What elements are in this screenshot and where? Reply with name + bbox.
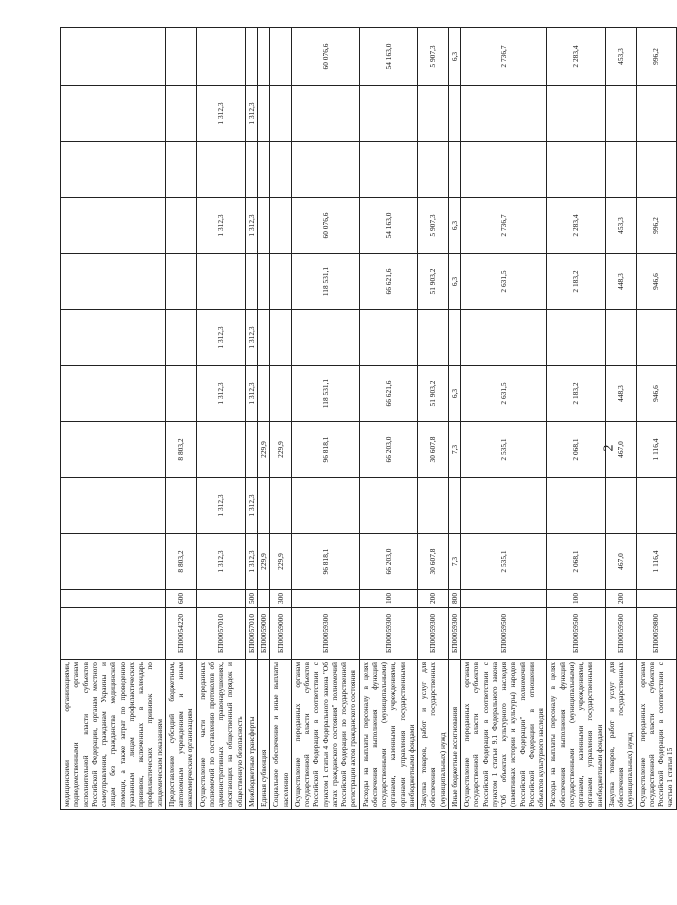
amount-cell (291, 86, 359, 142)
amount-cell (61, 366, 166, 422)
amount-cell (418, 86, 449, 142)
amount-cell (196, 142, 245, 198)
expense-type-cell (61, 590, 166, 608)
amount-cell: 1 312,3 (196, 478, 245, 534)
amount-cell (461, 310, 547, 366)
amount-cell (547, 310, 606, 366)
expense-type-cell (291, 590, 359, 608)
amount-cell (258, 28, 270, 86)
amount-cell: 229,9 (258, 534, 270, 590)
amount-cell (605, 310, 636, 366)
amount-cell (636, 86, 676, 142)
row-name-cell: Расходы на выплаты персоналу в целях обеспечения выполнения функций государственными (муниципальными) органами, казенными учреждениями, органами управления государственными внебюджетными фондами (359, 660, 418, 810)
amount-cell (605, 142, 636, 198)
expense-type-cell: 200 (418, 590, 449, 608)
amount-cell: 5 907,3 (418, 198, 449, 254)
expense-type-cell (258, 590, 270, 608)
expense-type-cell: 600 (165, 590, 196, 608)
amount-cell (448, 86, 460, 142)
amount-cell: 2 183,2 (547, 366, 606, 422)
amount-cell (258, 86, 270, 142)
amount-cell: 6,3 (448, 198, 460, 254)
amount-cell (245, 254, 257, 310)
table-row (196, 28, 245, 810)
expense-type-cell: 100 (547, 590, 606, 608)
target-code-cell: БП00059300 (448, 608, 460, 660)
amount-cell (636, 142, 676, 198)
table-row (245, 28, 257, 810)
amount-cell (165, 86, 196, 142)
expense-type-cell (196, 590, 245, 608)
amount-cell (165, 366, 196, 422)
row-name-cell: Иные бюджетные ассигнования (448, 660, 460, 810)
amount-cell (270, 254, 292, 310)
amount-cell (61, 478, 166, 534)
amount-cell (418, 142, 449, 198)
amount-cell: 8 803,2 (165, 422, 196, 478)
expense-type-cell (636, 590, 676, 608)
target-code-cell: БП00059000 (258, 608, 270, 660)
amount-cell: 2 068,1 (547, 422, 606, 478)
amount-cell (258, 310, 270, 366)
amount-cell: 7,3 (448, 422, 460, 478)
table-body (61, 28, 677, 810)
amount-cell: 60 076,6 (291, 198, 359, 254)
amount-cell (547, 142, 606, 198)
amount-cell (547, 86, 606, 142)
amount-cell (270, 142, 292, 198)
amount-cell: 1 312,3 (245, 310, 257, 366)
row-name-cell: Социальное обеспечение и иные выплаты населению (270, 660, 292, 810)
amount-cell (61, 310, 166, 366)
target-code-cell: БП00059500 (547, 608, 606, 660)
row-name-cell: Осуществление переданных органам государственной власти субъектов Российской Федерации в соответствии с пунктом 1 статьи 9.1 Федерального закона "Об объектах культурного наследия (памятниках истории и культуры) народов Российской Федерации" полномочий Российской Федерации в отношении объектов культурного наследия (461, 660, 547, 810)
row-name-cell: Межбюджетные трансферты (245, 660, 257, 810)
row-name-cell: Закупка товаров, работ и услуг для обеспечения государственных (муниципальных) нужд (605, 660, 636, 810)
target-code-cell: БП00059800 (636, 608, 676, 660)
row-name-cell: Осуществление части переданных полномочий по составлению протоколов об административных правонарушениях, посягающих на общественный порядок и общественную безопасность (196, 660, 245, 810)
amount-cell (165, 142, 196, 198)
expense-type-cell: 300 (270, 590, 292, 608)
amount-cell: 2 631,5 (461, 366, 547, 422)
amount-cell (359, 86, 418, 142)
table-row (291, 28, 359, 810)
amount-cell (270, 366, 292, 422)
amount-cell: 96 818,1 (291, 534, 359, 590)
amount-cell: 467,0 (605, 422, 636, 478)
amount-cell: 1 116,4 (636, 534, 676, 590)
amount-cell: 2 283,4 (547, 28, 606, 86)
target-code-cell (61, 608, 166, 660)
row-name-cell: Осуществление переданных органам государственной власти субъектов Российской Федерации в соответствии с частью 1 статьи 15 (636, 660, 676, 810)
amount-cell (291, 478, 359, 534)
amount-cell: 8 803,2 (165, 534, 196, 590)
amount-cell: 448,3 (605, 254, 636, 310)
target-code-cell: БП00059500 (605, 608, 636, 660)
amount-cell (196, 254, 245, 310)
amount-cell: 118 531,1 (291, 366, 359, 422)
amount-cell: 448,3 (605, 366, 636, 422)
amount-cell: 5 907,3 (418, 28, 449, 86)
amount-cell: 66 203,0 (359, 534, 418, 590)
amount-cell (61, 422, 166, 478)
expense-type-cell: 200 (605, 590, 636, 608)
amount-cell (636, 310, 676, 366)
amount-cell (258, 478, 270, 534)
amount-cell (61, 86, 166, 142)
target-code-cell: БП00054220 (165, 608, 196, 660)
expense-type-cell: 800 (448, 590, 460, 608)
amount-cell (418, 478, 449, 534)
amount-cell: 1 312,3 (196, 310, 245, 366)
amount-cell: 1 312,3 (245, 534, 257, 590)
row-name-cell: Осуществление переданных органам государственной власти субъектов Российской Федерации в соответствии с пунктом 1 статьи 4 Федерального закона "Об актах гражданского состояния" полномочий Российской Федерации по государственной регистрации актов гражданского состояния (291, 660, 359, 810)
amount-cell: 2 535,1 (461, 422, 547, 478)
amount-cell: 2 736,7 (461, 198, 547, 254)
amount-cell: 2 535,1 (461, 534, 547, 590)
table-row (165, 28, 196, 810)
amount-cell: 66 621,6 (359, 366, 418, 422)
amount-cell: 996,2 (636, 28, 676, 86)
amount-cell: 7,3 (448, 534, 460, 590)
amount-cell (270, 310, 292, 366)
amount-cell (61, 28, 166, 86)
amount-cell (258, 254, 270, 310)
amount-cell (245, 142, 257, 198)
amount-cell: 1 312,3 (196, 198, 245, 254)
amount-cell: 30 607,8 (418, 422, 449, 478)
amount-cell: 51 903,2 (418, 366, 449, 422)
amount-cell (418, 310, 449, 366)
amount-cell: 66 621,6 (359, 254, 418, 310)
table-row (258, 28, 270, 810)
row-name-cell: Предоставление субсидий бюджетным, автономным учреждениям и иным некоммерческим организациям (165, 660, 196, 810)
amount-cell (359, 478, 418, 534)
amount-cell (258, 198, 270, 254)
amount-cell (270, 478, 292, 534)
expense-type-cell (461, 590, 547, 608)
amount-cell: 2 183,2 (547, 254, 606, 310)
amount-cell: 6,3 (448, 28, 460, 86)
expense-type-cell: 500 (245, 590, 257, 608)
amount-cell (605, 478, 636, 534)
target-code-cell: БП00057010 (196, 608, 245, 660)
amount-cell: 51 903,2 (418, 254, 449, 310)
page-number: 2 (601, 444, 617, 452)
rotated-table-wrapper (60, 28, 675, 810)
table-row (636, 28, 676, 810)
amount-cell (461, 142, 547, 198)
amount-cell: 54 163,0 (359, 28, 418, 86)
amount-cell: 229,9 (270, 534, 292, 590)
amount-cell (61, 534, 166, 590)
amount-cell (196, 422, 245, 478)
amount-cell: 118 531,1 (291, 254, 359, 310)
amount-cell (165, 478, 196, 534)
target-code-cell: БП00059300 (359, 608, 418, 660)
table-row (605, 28, 636, 810)
amount-cell (165, 28, 196, 86)
amount-cell (165, 310, 196, 366)
amount-cell (270, 198, 292, 254)
amount-cell: 1 312,3 (196, 534, 245, 590)
table-row (547, 28, 606, 810)
row-name-cell: медицинскими организациями, подведомственными органам исполнительной власти субъектов Российской Федерации, органам местного самоуправления, гражданам Украины и лицам без гражданства медицинской помощи, а также затрат по проведению указанным лицам профилактических прививок, включенных в календарь профилактических прививок по эпидемическим показаниям (61, 660, 166, 810)
amount-cell (61, 198, 166, 254)
row-name-cell: Единая субвенция (258, 660, 270, 810)
amount-cell: 1 312,3 (245, 198, 257, 254)
amount-cell (61, 142, 166, 198)
amount-cell (245, 422, 257, 478)
expense-type-cell: 100 (359, 590, 418, 608)
amount-cell: 2 283,4 (547, 198, 606, 254)
table-row (461, 28, 547, 810)
amount-cell (165, 198, 196, 254)
amount-cell: 229,9 (258, 422, 270, 478)
amount-cell: 1 116,4 (636, 422, 676, 478)
amount-cell: 229,9 (270, 422, 292, 478)
amount-cell (196, 28, 245, 86)
amount-cell: 1 312,3 (245, 86, 257, 142)
amount-cell (291, 310, 359, 366)
amount-cell: 2 736,7 (461, 28, 547, 86)
budget-table (60, 27, 677, 810)
amount-cell: 6,3 (448, 366, 460, 422)
target-code-cell: БП00059000 (270, 608, 292, 660)
amount-cell (547, 478, 606, 534)
amount-cell: 60 076,6 (291, 28, 359, 86)
target-code-cell: БП00059300 (418, 608, 449, 660)
amount-cell: 6,3 (448, 254, 460, 310)
amount-cell (270, 28, 292, 86)
amount-cell (61, 254, 166, 310)
amount-cell: 1 312,3 (196, 86, 245, 142)
amount-cell (448, 478, 460, 534)
amount-cell (245, 28, 257, 86)
amount-cell (448, 310, 460, 366)
amount-cell (270, 86, 292, 142)
amount-cell: 467,0 (605, 534, 636, 590)
amount-cell: 54 163,0 (359, 198, 418, 254)
amount-cell (636, 478, 676, 534)
amount-cell (291, 142, 359, 198)
amount-cell: 66 203,0 (359, 422, 418, 478)
target-code-cell: БП00057010 (245, 608, 257, 660)
amount-cell: 1 312,3 (196, 366, 245, 422)
amount-cell: 96 818,1 (291, 422, 359, 478)
amount-cell (359, 310, 418, 366)
amount-cell (359, 142, 418, 198)
amount-cell: 2 631,5 (461, 254, 547, 310)
target-code-cell: БП00059500 (461, 608, 547, 660)
amount-cell: 946,6 (636, 254, 676, 310)
amount-cell: 996,2 (636, 198, 676, 254)
amount-cell: 946,6 (636, 366, 676, 422)
table-row (61, 28, 166, 810)
table-row (448, 28, 460, 810)
amount-cell: 1 312,3 (245, 478, 257, 534)
table-row (270, 28, 292, 810)
amount-cell: 1 312,3 (245, 366, 257, 422)
target-code-cell: БП00059300 (291, 608, 359, 660)
table-row (359, 28, 418, 810)
amount-cell (258, 366, 270, 422)
amount-cell: 30 607,8 (418, 534, 449, 590)
amount-cell (461, 86, 547, 142)
amount-cell (448, 142, 460, 198)
amount-cell: 453,3 (605, 28, 636, 86)
amount-cell: 2 068,1 (547, 534, 606, 590)
amount-cell (461, 478, 547, 534)
row-name-cell: Расходы на выплаты персоналу в целях обеспечения выполнения функций государственными (муниципальными) органами, казенными учреждениями, органами управления государственными внебюджетными фондами (547, 660, 606, 810)
amount-cell (165, 254, 196, 310)
table-row (418, 28, 449, 810)
amount-cell (605, 86, 636, 142)
row-name-cell: Закупка товаров, работ и услуг для обеспечения государственных (муниципальных) нужд (418, 660, 449, 810)
amount-cell: 453,3 (605, 198, 636, 254)
amount-cell (258, 142, 270, 198)
